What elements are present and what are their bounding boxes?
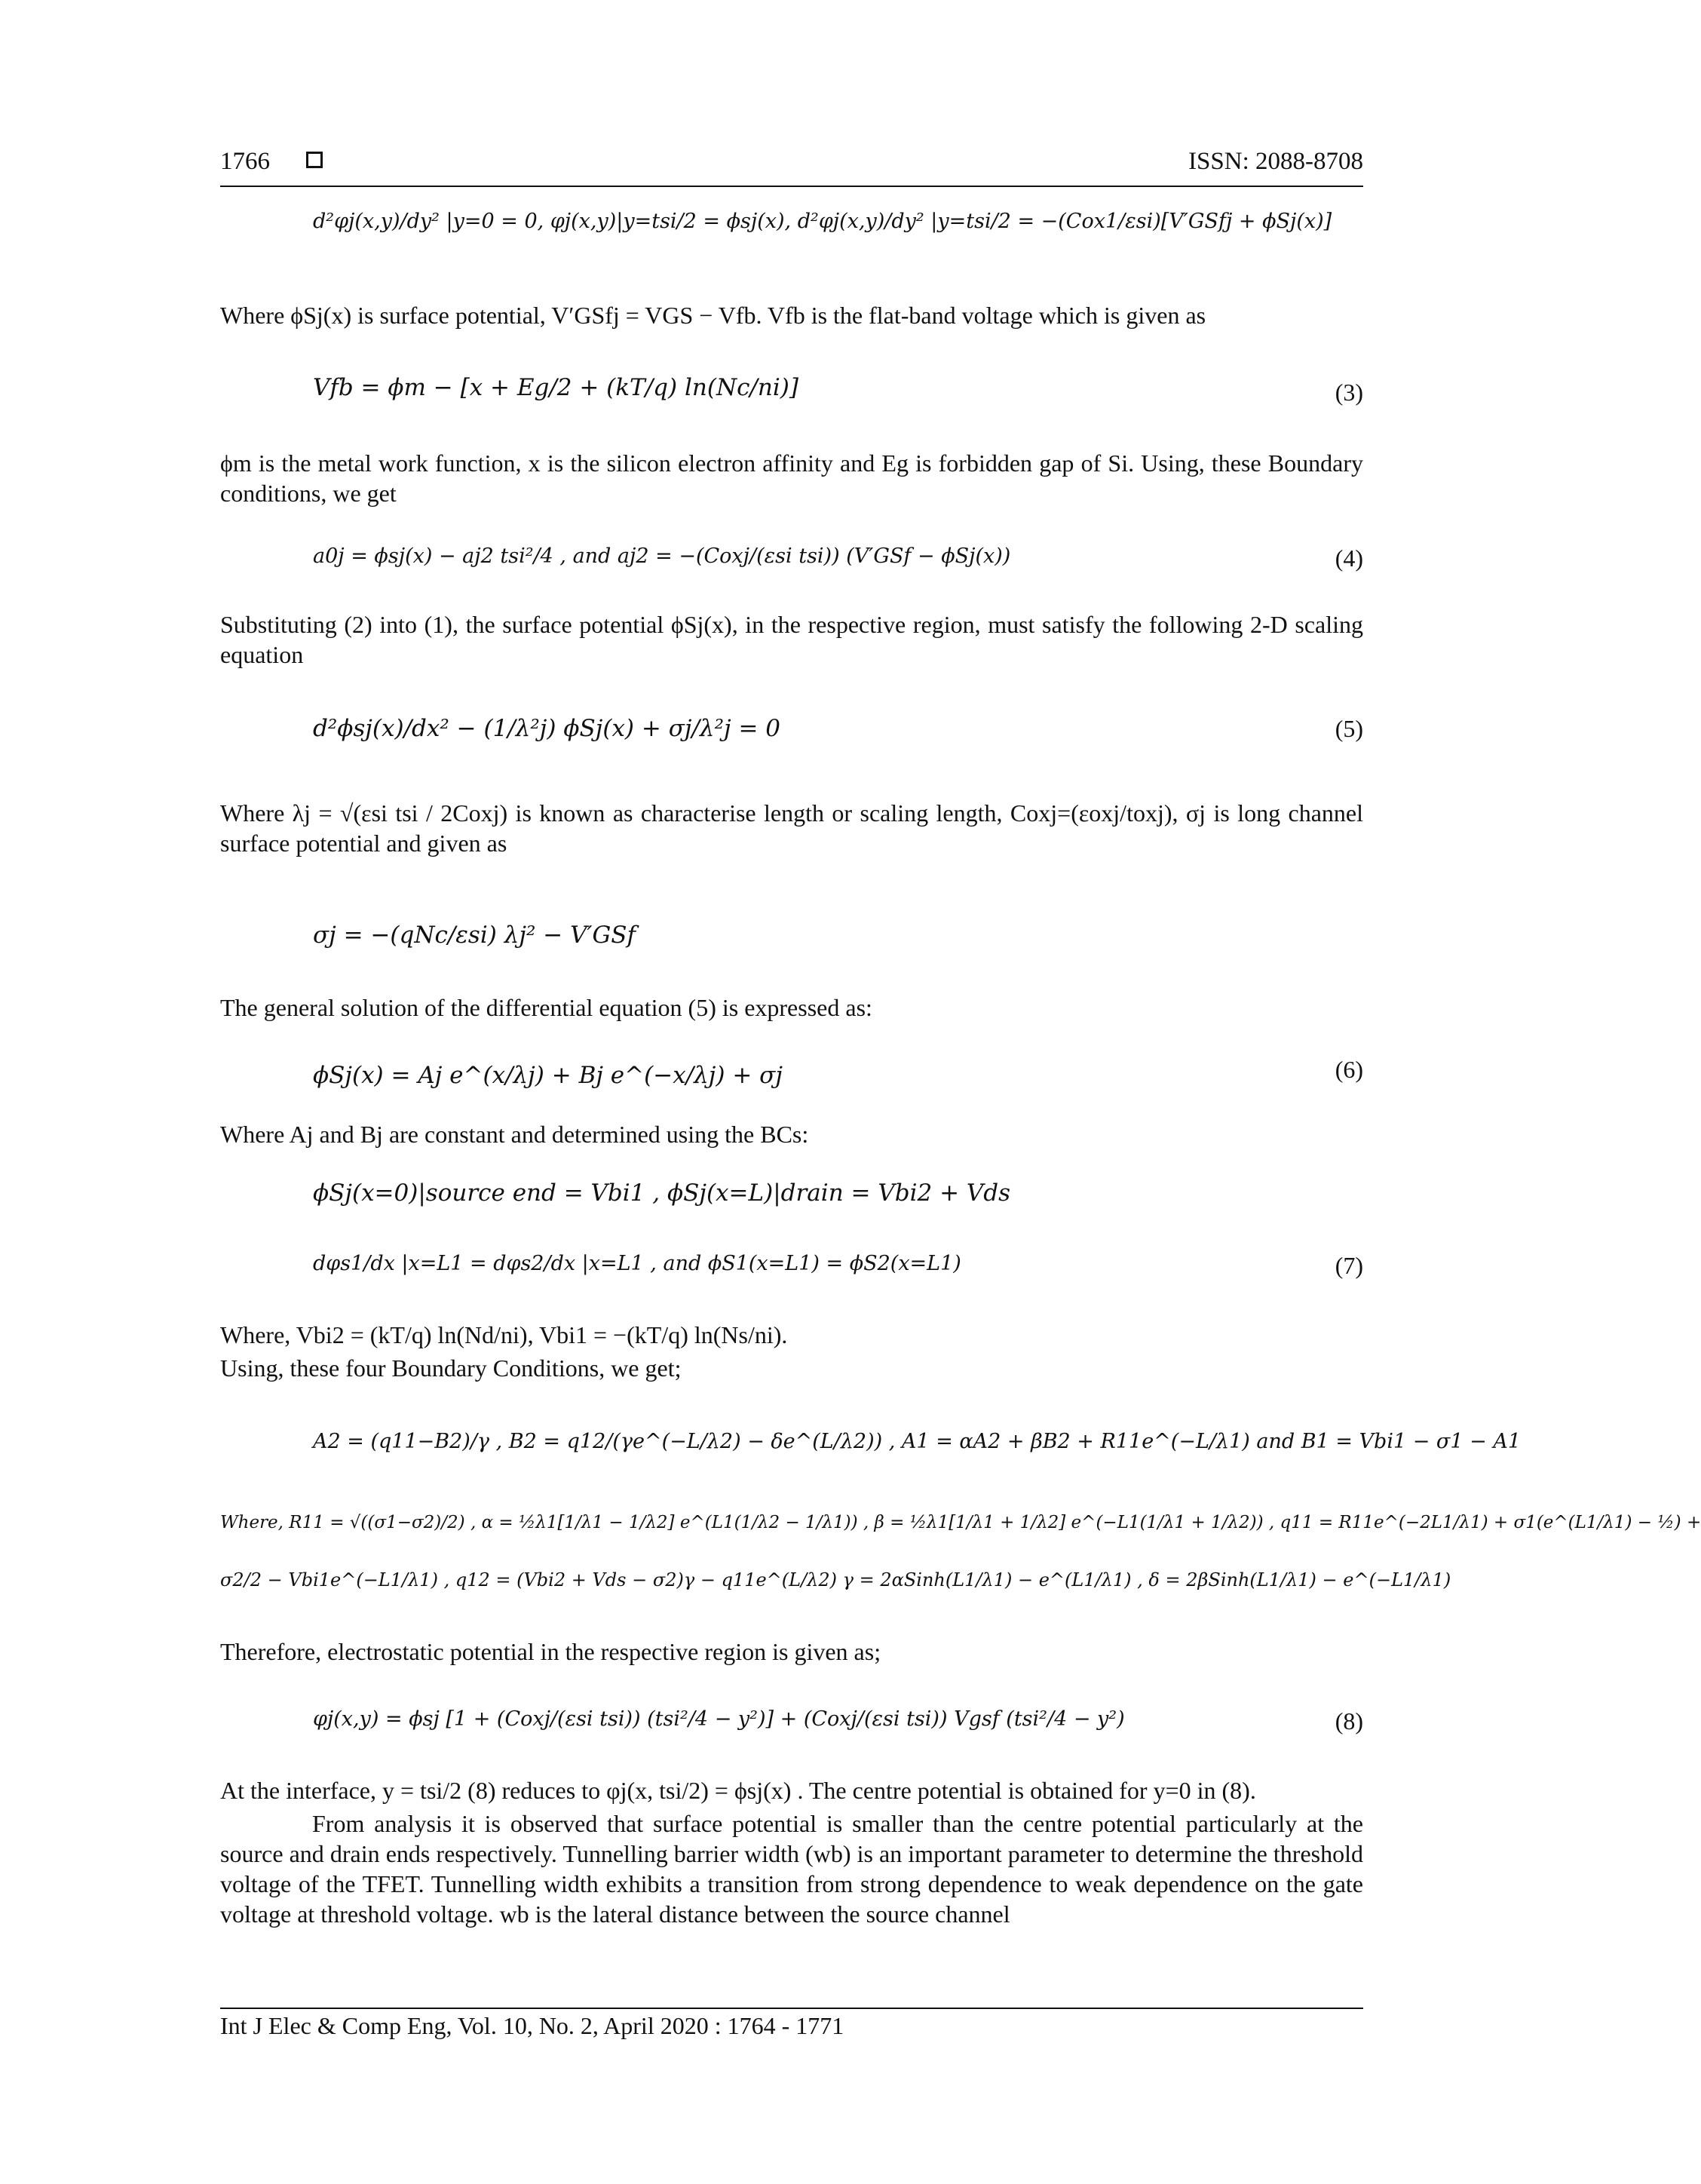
footer-rule [220, 2008, 1363, 2009]
equation-3: Vfb = ϕm − [x + Eg/2 + (kT/q) ln(Nc/ni)] [313, 374, 798, 401]
paragraph-surface-potential: Where ϕSj(x) is surface potential, V′GSfj = VGS − Vfb. Vfb is the flat-band voltage which is given as [220, 302, 1206, 329]
equation-number-5: (5) [1335, 715, 1363, 742]
equation-number-8: (8) [1335, 1707, 1363, 1735]
paragraph-general-solution: The general solution of the differential equation (5) is expressed as: [220, 994, 872, 1021]
equation-7b: dφs1/dx |x=L1 = dφs2/dx |x=L1 , and ϕS1(x=L1) = ϕS2(x=L1) [313, 1252, 961, 1275]
equation-R11-alpha-beta: Where, R11 = √((σ1−σ2)/2) , α = ½λ1[1/λ1 − 1/λ2] e^(L1(1/λ2 − 1/λ1)) , β = ½λ1[1/λ1 + 1/λ2] e^(−L1(1/λ1 + 1/λ2)) , q11 = R11e^(−2L1/λ1) + σ1(e^(L1/λ1) − ½) + [220, 1513, 1701, 1532]
paragraph-interface: At the interface, y = tsi/2 (8) reduces to φj(x, tsi/2) = ϕsj(x) . The centre potential is obtained for y=0 in (8). [220, 1777, 1256, 1804]
equation-8: φj(x,y) = ϕsj [1 + (Coxj/(εsi tsi)) (tsi²/4 − y²)] + (Coxj/(εsi tsi)) Vgsf (tsi²/4 − y²) [313, 1707, 1125, 1731]
equation-number-7: (7) [1335, 1252, 1363, 1279]
square-icon [306, 152, 323, 168]
issn-label: ISSN: 2088-8708 [1188, 148, 1363, 175]
paragraph-constants: Where Aj and Bj are constant and determined using the BCs: [220, 1121, 809, 1148]
equation-sigma: σj = −(qNc/εsi) λj² − V′GSf [313, 922, 636, 949]
page-number: 1766 [220, 148, 270, 175]
equation-7a: ϕSj(x=0)|source end = Vbi1 , ϕSj(x=L)|drain = Vbi2 + Vds [313, 1179, 1011, 1207]
equation-4: a0j = ϕsj(x) − aj2 tsi²/4 , and aj2 = −(Coxj/(εsi tsi)) (V′GSf − ϕSj(x)) [313, 544, 1011, 568]
equation-number-3: (3) [1335, 379, 1363, 406]
equation-q12-gamma-delta: σ2/2 − Vbi1e^(−L1/λ1) , q12 = (Vbi2 + Vds − σ2)γ − q11e^(L/λ2) γ = 2αSinh(L1/λ1) − e^(L1/λ1) , δ = 2βSinh(L1/λ1) − e^(−L1/λ1) [220, 1569, 1451, 1590]
paragraph-built-in: Where, Vbi2 = (kT/q) ln(Nd/ni), Vbi1 = −(kT/q) ln(Ns/ni). [220, 1321, 788, 1348]
equation-number-4: (4) [1335, 544, 1363, 572]
paragraph-scaling-length: Where λj = √(εsi tsi / 2Coxj) is known as characterise length or scaling length, Coxj=(εoxj/toxj), σj is long channel surface potential and given as [220, 799, 1363, 857]
paragraph-electrostatic: Therefore, electrostatic potential in the respective region is given as; [220, 1638, 881, 1665]
header-rule [220, 186, 1363, 187]
equation-5: d²ϕsj(x)/dx² − (1/λ²j) ϕSj(x) + σj/λ²j = 0 [313, 715, 781, 742]
paragraph-four-bcs: Using, these four Boundary Conditions, we get; [220, 1354, 682, 1382]
paragraph-analysis: From analysis it is observed that surface potential is smaller than the centre potential particularly at the source and drain ends respectively. Tunnelling barrier width (wb) is an important parameter to determine the threshold voltage of the TFET. Tunnelling width exhibits a transition from strong dependence to weak dependence on the gate voltage at threshold voltage. wb is the lateral distance between the source channel [220, 1810, 1363, 1928]
footer-citation: Int J Elec & Comp Eng, Vol. 10, No. 2, April 2020 : 1764 - 1771 [220, 2012, 844, 2039]
equation-6: ϕSj(x) = Aj e^(x/λj) + Bj e^(−x/λj) + σj [313, 1062, 783, 1089]
paragraph-work-function: ϕm is the metal work function, x is the silicon electron affinity and Eg is forbidden gap of Si. Using, these Boundary conditions, we get [220, 449, 1363, 507]
equation-boundary-conditions: d²φj(x,y)/dy² |y=0 = 0, φj(x,y)|y=tsi/2 = ϕsj(x), d²φj(x,y)/dy² |y=tsi/2 = −(Cox1/εsi)[V′GSfj + ϕSj(x)] [313, 210, 1332, 233]
equation-A2-B2: A2 = (q11−B2)/γ , B2 = q12/(γe^(−L/λ2) − δe^(L/λ2)) , A1 = αA2 + βB2 + R11e^(−L/λ1) and B1 = Vbi1 − σ1 − A1 [313, 1430, 1522, 1453]
paragraph-substituting: Substituting (2) into (1), the surface potential ϕSj(x), in the respective region, must satisfy the following 2-D scaling equation [220, 611, 1363, 668]
equation-number-6: (6) [1335, 1056, 1363, 1083]
